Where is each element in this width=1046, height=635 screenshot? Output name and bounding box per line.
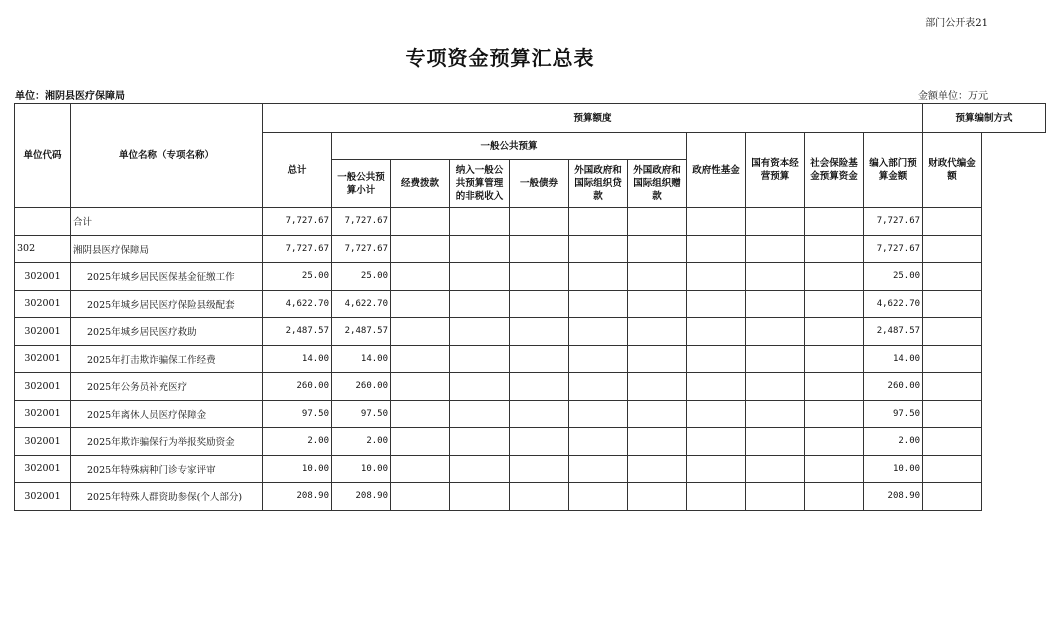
bonds-cell <box>510 263 569 291</box>
gp-subtotal-cell: 260.00 <box>332 373 391 401</box>
unit-code-cell: 302001 <box>15 318 71 346</box>
unit-code-cell <box>15 208 71 236</box>
state-capital-cell <box>746 318 805 346</box>
gov-fund-cell <box>687 263 746 291</box>
foreign-grants-cell <box>628 455 687 483</box>
total-cell: 7,727.67 <box>263 208 332 236</box>
dept-budget-cell: 7,727.67 <box>864 235 923 263</box>
unit-name-cell: 2025年欺诈骗保行为举报奖励资金 <box>71 428 263 456</box>
unit-code-cell: 302001 <box>15 263 71 291</box>
social-insurance-cell <box>805 290 864 318</box>
foreign-loans-cell <box>569 373 628 401</box>
bonds-cell <box>510 373 569 401</box>
header-state-capital: 国有资本经营预算 <box>746 133 805 208</box>
fiscal-agency-cell <box>923 455 982 483</box>
gov-fund-cell <box>687 290 746 318</box>
unit-name-cell: 2025年城乡居民医疗保险县级配套 <box>71 290 263 318</box>
header-foreign-grants: 外国政府和国际组织赠款 <box>628 160 687 208</box>
total-cell: 10.00 <box>263 455 332 483</box>
gp-subtotal-cell: 10.00 <box>332 455 391 483</box>
bonds-cell <box>510 428 569 456</box>
header-gp-subtotal: 一般公共预算小计 <box>332 160 391 208</box>
unit-name-cell: 2025年城乡居民医保基金征缴工作 <box>71 263 263 291</box>
header-method: 预算编制方式 <box>923 104 1046 133</box>
foreign-loans-cell <box>569 400 628 428</box>
bonds-cell <box>510 235 569 263</box>
state-capital-cell <box>746 483 805 511</box>
funding-cell <box>391 318 450 346</box>
header-general-public: 一般公共预算 <box>332 133 687 160</box>
gov-fund-cell <box>687 483 746 511</box>
fiscal-agency-cell <box>923 235 982 263</box>
gp-subtotal-cell: 2.00 <box>332 428 391 456</box>
state-capital-cell <box>746 235 805 263</box>
nontax-cell <box>450 400 510 428</box>
dept-budget-cell: 10.00 <box>864 455 923 483</box>
state-capital-cell <box>746 345 805 373</box>
social-insurance-cell <box>805 235 864 263</box>
header-unit-code: 单位代码 <box>15 104 71 208</box>
fiscal-agency-cell <box>923 318 982 346</box>
state-capital-cell <box>746 373 805 401</box>
unit-code-cell: 302001 <box>15 345 71 373</box>
foreign-loans-cell <box>569 208 628 236</box>
bonds-cell <box>510 208 569 236</box>
unit-code-cell: 302001 <box>15 455 71 483</box>
funding-cell <box>391 345 450 373</box>
table-row <box>15 373 1046 401</box>
fiscal-agency-cell <box>923 428 982 456</box>
unit-code-cell: 302001 <box>15 428 71 456</box>
unit-label: 单位：湘阴县医疗保障局 <box>15 91 125 102</box>
funding-cell <box>391 235 450 263</box>
fiscal-agency-cell <box>923 373 982 401</box>
table-row <box>15 345 1046 373</box>
nontax-cell <box>450 318 510 346</box>
foreign-loans-cell <box>569 263 628 291</box>
gp-subtotal-cell: 2,487.57 <box>332 318 391 346</box>
fiscal-agency-cell <box>923 290 982 318</box>
unit-code-cell: 302001 <box>15 483 71 511</box>
foreign-loans-cell <box>569 290 628 318</box>
bonds-cell <box>510 400 569 428</box>
state-capital-cell <box>746 400 805 428</box>
unit-name-cell: 2025年特殊病种门诊专家评审 <box>71 455 263 483</box>
unit-name-cell: 湘阴县医疗保障局 <box>71 235 263 263</box>
gp-subtotal-cell: 7,727.67 <box>332 235 391 263</box>
table-row <box>15 400 1046 428</box>
foreign-loans-cell <box>569 428 628 456</box>
foreign-grants-cell <box>628 428 687 456</box>
nontax-cell <box>450 345 510 373</box>
fiscal-agency-cell <box>923 400 982 428</box>
fiscal-agency-cell <box>923 345 982 373</box>
gov-fund-cell <box>687 455 746 483</box>
foreign-loans-cell <box>569 483 628 511</box>
gov-fund-cell <box>687 400 746 428</box>
dept-budget-cell: 2.00 <box>864 428 923 456</box>
unit-name-cell: 2025年离休人员医疗保障金 <box>71 400 263 428</box>
header-gov-fund: 政府性基金 <box>687 133 746 208</box>
header-social-insurance: 社会保险基金预算资金 <box>805 133 864 208</box>
gp-subtotal-cell: 208.90 <box>332 483 391 511</box>
total-cell: 260.00 <box>263 373 332 401</box>
gov-fund-cell <box>687 373 746 401</box>
state-capital-cell <box>746 428 805 456</box>
unit-name-cell: 2025年公务员补充医疗 <box>71 373 263 401</box>
gp-subtotal-cell: 97.50 <box>332 400 391 428</box>
funding-cell <box>391 373 450 401</box>
gp-subtotal-cell: 25.00 <box>332 263 391 291</box>
nontax-cell <box>450 263 510 291</box>
bonds-cell <box>510 318 569 346</box>
table-row <box>15 318 1046 346</box>
nontax-cell <box>450 428 510 456</box>
fiscal-agency-cell <box>923 483 982 511</box>
social-insurance-cell <box>805 345 864 373</box>
table-row <box>15 235 1046 263</box>
foreign-loans-cell <box>569 345 628 373</box>
social-insurance-cell <box>805 318 864 346</box>
header-funding: 经费拨款 <box>391 160 450 208</box>
foreign-grants-cell <box>628 373 687 401</box>
foreign-grants-cell <box>628 483 687 511</box>
gov-fund-cell <box>687 345 746 373</box>
unit-code-cell: 302001 <box>15 400 71 428</box>
table-row <box>15 263 1046 291</box>
foreign-grants-cell <box>628 318 687 346</box>
total-cell: 4,622.70 <box>263 290 332 318</box>
gp-subtotal-cell: 7,727.67 <box>332 208 391 236</box>
social-insurance-cell <box>805 263 864 291</box>
nontax-cell <box>450 373 510 401</box>
table-row <box>15 428 1046 456</box>
total-cell: 208.90 <box>263 483 332 511</box>
header-total: 总计 <box>263 133 332 208</box>
state-capital-cell <box>746 455 805 483</box>
foreign-grants-cell <box>628 345 687 373</box>
unit-code-cell: 302001 <box>15 290 71 318</box>
bonds-cell <box>510 345 569 373</box>
dept-budget-cell: 14.00 <box>864 345 923 373</box>
dept-budget-cell: 260.00 <box>864 373 923 401</box>
header-foreign-loans: 外国政府和国际组织贷款 <box>569 160 628 208</box>
unit-name-cell: 2025年城乡居民医疗救助 <box>71 318 263 346</box>
funding-cell <box>391 263 450 291</box>
social-insurance-cell <box>805 455 864 483</box>
total-cell: 2.00 <box>263 428 332 456</box>
dept-budget-cell: 97.50 <box>864 400 923 428</box>
bonds-cell <box>510 455 569 483</box>
dept-budget-cell: 4,622.70 <box>864 290 923 318</box>
header-unit-name: 单位名称（专项名称） <box>71 104 263 208</box>
page-title: 专项资金预算汇总表 <box>405 46 595 70</box>
dept-budget-cell: 25.00 <box>864 263 923 291</box>
unit-code-cell: 302 <box>15 235 71 263</box>
foreign-grants-cell <box>628 263 687 291</box>
nontax-cell <box>450 290 510 318</box>
social-insurance-cell <box>805 400 864 428</box>
state-capital-cell <box>746 208 805 236</box>
dept-budget-cell: 7,727.67 <box>864 208 923 236</box>
social-insurance-cell <box>805 428 864 456</box>
page-number: 部门公开表21 <box>925 18 988 29</box>
funding-cell <box>391 428 450 456</box>
funding-cell <box>391 208 450 236</box>
fiscal-agency-cell <box>923 208 982 236</box>
gp-subtotal-cell: 14.00 <box>332 345 391 373</box>
foreign-grants-cell <box>628 235 687 263</box>
funding-cell <box>391 400 450 428</box>
nontax-cell <box>450 483 510 511</box>
header-fiscal-agency: 财政代编金额 <box>923 133 982 208</box>
total-cell: 2,487.57 <box>263 318 332 346</box>
funding-cell <box>391 290 450 318</box>
foreign-loans-cell <box>569 455 628 483</box>
funding-cell <box>391 483 450 511</box>
nontax-cell <box>450 208 510 236</box>
foreign-grants-cell <box>628 290 687 318</box>
table-row <box>15 290 1046 318</box>
header-nontax: 纳入一般公共预算管理的非税收入 <box>450 160 510 208</box>
foreign-loans-cell <box>569 235 628 263</box>
amount-unit-label: 金额单位：万元 <box>918 91 988 102</box>
unit-name-cell: 2025年打击欺诈骗保工作经费 <box>71 345 263 373</box>
header-budget-amount: 预算额度 <box>263 104 923 133</box>
table-row <box>15 483 1046 511</box>
unit-code-cell: 302001 <box>15 373 71 401</box>
dept-budget-cell: 2,487.57 <box>864 318 923 346</box>
header-dept-budget: 编入部门预算金额 <box>864 133 923 208</box>
total-cell: 14.00 <box>263 345 332 373</box>
social-insurance-cell <box>805 208 864 236</box>
state-capital-cell <box>746 290 805 318</box>
gov-fund-cell <box>687 318 746 346</box>
unit-name-cell: 2025年特殊人群资助参保(个人部分) <box>71 483 263 511</box>
foreign-loans-cell <box>569 318 628 346</box>
total-cell: 7,727.67 <box>263 235 332 263</box>
table-row <box>15 455 1046 483</box>
dept-budget-cell: 208.90 <box>864 483 923 511</box>
funding-cell <box>391 455 450 483</box>
gov-fund-cell <box>687 428 746 456</box>
budget-table <box>14 103 1046 511</box>
social-insurance-cell <box>805 373 864 401</box>
total-cell: 97.50 <box>263 400 332 428</box>
gov-fund-cell <box>687 235 746 263</box>
gp-subtotal-cell: 4,622.70 <box>332 290 391 318</box>
nontax-cell <box>450 455 510 483</box>
bonds-cell <box>510 483 569 511</box>
total-cell: 25.00 <box>263 263 332 291</box>
bonds-cell <box>510 290 569 318</box>
header-bonds: 一般债券 <box>510 160 569 208</box>
state-capital-cell <box>746 263 805 291</box>
foreign-grants-cell <box>628 400 687 428</box>
table-row <box>15 208 1046 236</box>
unit-name-cell: 合计 <box>71 208 263 236</box>
nontax-cell <box>450 235 510 263</box>
fiscal-agency-cell <box>923 263 982 291</box>
social-insurance-cell <box>805 483 864 511</box>
foreign-grants-cell <box>628 208 687 236</box>
gov-fund-cell <box>687 208 746 236</box>
